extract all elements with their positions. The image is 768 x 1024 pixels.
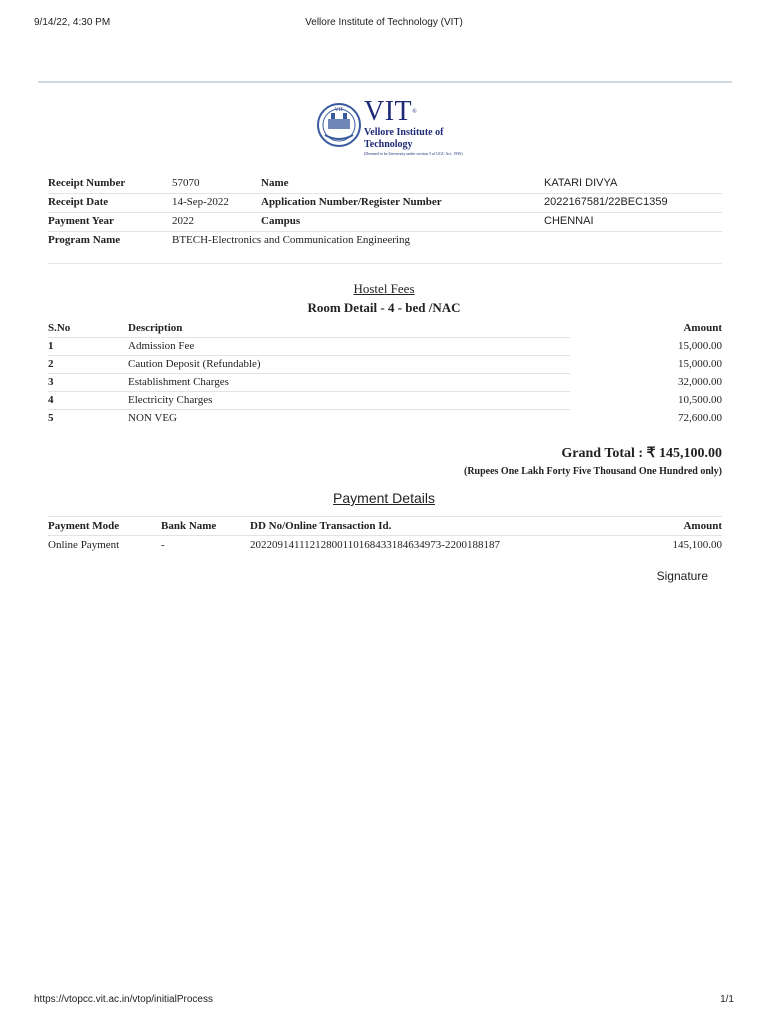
name-value: KATARI DIVYA xyxy=(544,177,618,189)
logo-full-name: Vellore Institute of Technology xyxy=(364,127,444,150)
fee-description: Caution Deposit (Refundable) xyxy=(128,358,261,370)
fee-sno: 3 xyxy=(48,376,54,388)
logo-name: VIT xyxy=(364,96,413,127)
payment-table xyxy=(48,516,722,554)
transaction-id-value: 20220914111212800110168433184634973-2200188187 xyxy=(250,539,500,551)
section-divider xyxy=(48,263,722,264)
fee-amount: 32,000.00 xyxy=(678,376,722,388)
application-number-label: Application Number/Register Number xyxy=(261,196,442,208)
table-row xyxy=(48,356,722,374)
vit-seal-icon xyxy=(316,97,362,155)
payment-details-title: Payment Details xyxy=(333,490,435,506)
table-row xyxy=(48,392,722,410)
fee-sno: 4 xyxy=(48,394,54,406)
fee-amount: 15,000.00 xyxy=(678,358,722,370)
amount-header: Amount xyxy=(683,322,722,334)
header-divider xyxy=(38,81,732,83)
amount-in-words: (Rupees One Lakh Forty Five Thousand One Hundred only) xyxy=(463,466,722,477)
room-detail-title: Room Detail - 4 - bed /NAC xyxy=(307,300,461,315)
print-datetime: 9/14/22, 4:30 PM xyxy=(34,17,111,28)
fee-description: NON VEG xyxy=(128,412,177,424)
hostel-fees-title: Hostel Fees xyxy=(353,281,415,296)
program-name-value: BTECH-Electronics and Communication Engineering xyxy=(172,234,410,246)
payment-year-label: Payment Year xyxy=(48,215,114,227)
table-row xyxy=(48,374,722,392)
fee-description: Establishment Charges xyxy=(128,376,229,388)
payment-mode-header: Payment Mode xyxy=(48,520,120,532)
fee-sno: 2 xyxy=(48,358,54,370)
table-row xyxy=(48,536,722,554)
fee-description: Electricity Charges xyxy=(128,394,213,406)
bank-name-value: - xyxy=(161,539,165,551)
vit-logo xyxy=(316,97,474,155)
info-row xyxy=(48,232,722,250)
campus-value: CHENNAI xyxy=(544,215,594,227)
transaction-id-header: DD No/Online Transaction Id. xyxy=(250,520,392,532)
fee-sno: 1 xyxy=(48,340,54,352)
info-row xyxy=(48,175,722,194)
receipt-number-value: 57070 xyxy=(172,177,200,189)
trademark: ® xyxy=(412,109,418,115)
fee-sno: 5 xyxy=(48,412,54,424)
receipt-info xyxy=(48,175,722,250)
fee-amount: 15,000.00 xyxy=(678,340,722,352)
receipt-date-value: 14-Sep-2022 xyxy=(172,196,229,208)
fee-amount: 10,500.00 xyxy=(678,394,722,406)
bank-name-header: Bank Name xyxy=(161,520,217,532)
print-page-title: Vellore Institute of Technology (VIT) xyxy=(305,17,463,28)
signature-label: Signature xyxy=(656,569,708,583)
payment-table-header xyxy=(48,516,722,536)
fees-table xyxy=(48,320,722,428)
fee-description: Admission Fee xyxy=(128,340,195,352)
description-header: Description xyxy=(128,322,183,334)
logo-tagline: (Deemed to be University under section 3 of UGC Act, 1956) xyxy=(364,151,463,156)
info-row xyxy=(48,194,722,213)
info-row xyxy=(48,213,722,232)
page-number: 1/1 xyxy=(720,994,734,1005)
payment-mode-value: Online Payment xyxy=(48,539,120,551)
table-row xyxy=(48,410,722,428)
payment-amount-header: Amount xyxy=(683,520,722,532)
fee-amount: 72,600.00 xyxy=(678,412,722,424)
grand-total: Grand Total : ₹ 145,100.00 xyxy=(561,446,722,461)
program-name-label: Program Name xyxy=(48,234,121,246)
campus-label: Campus xyxy=(261,215,301,227)
receipt-date-label: Receipt Date xyxy=(48,196,109,208)
application-number-value: 2022167581/22BEC1359 xyxy=(544,196,668,208)
table-row xyxy=(48,338,722,356)
receipt-number-label: Receipt Number xyxy=(48,177,126,189)
sno-header: S.No xyxy=(48,322,71,334)
fees-table-header xyxy=(48,320,722,338)
seal-text: VIT xyxy=(334,108,344,113)
payment-year-value: 2022 xyxy=(172,215,194,227)
page-url: https://vtopcc.vit.ac.in/vtop/initialProcess xyxy=(34,994,213,1005)
payment-amount-value: 145,100.00 xyxy=(672,539,722,551)
name-label: Name xyxy=(261,177,289,189)
